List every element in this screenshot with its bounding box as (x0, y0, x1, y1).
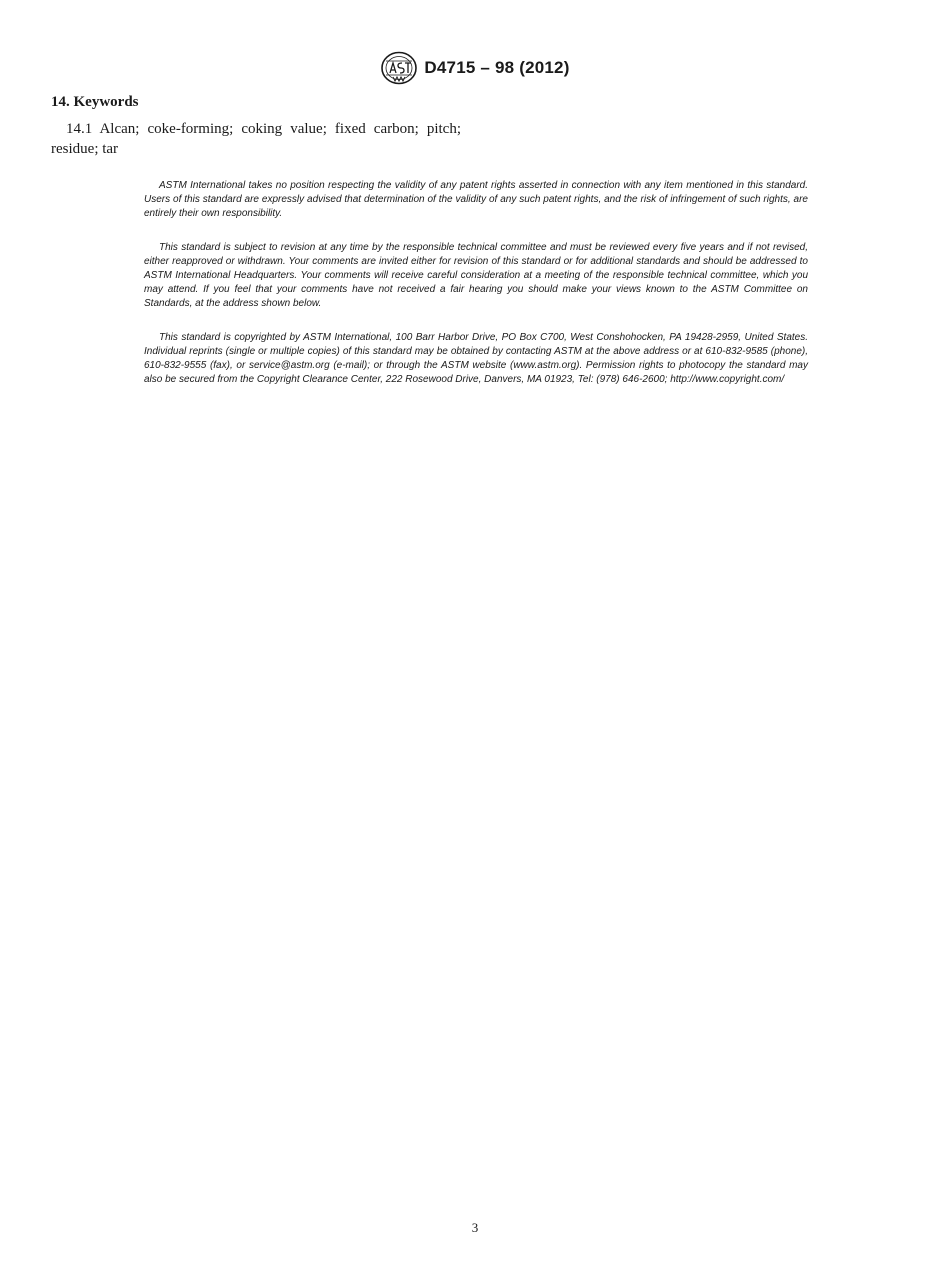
section-heading: 14. Keywords (51, 94, 139, 110)
page-number: 3 (471, 1220, 479, 1235)
legal-notices (144, 179, 808, 387)
patent-notice: ASTM International takes no position respecting the validity of any patent rights asserted in connection with any item mentioned in this standard. Users of this standard are expressly advised that determination of the validity of any such patent rights, and the risk of infringement of such rights, are entirely their own responsibility. (144, 180, 808, 219)
header-inner (380, 51, 569, 85)
copyright-notice: This standard is copyrighted by ASTM International, 100 Barr Harbor Drive, PO Box C700, West Conshohocken, PA 19428-2959, United States. Individual reprints (single or multiple copies) of this standard may be obtained by contacting ASTM at the above address or at 610-832-9585 (phone), 610-832-9555 (fax), or service@astm.org (e-mail); or through the ASTM website (www.astm.org). Permission rights to photocopy the standard may also be secured from the Copyright Clearance Center, 222 Rosewood Drive, Danvers, MA 01923, Tel: (978) 646-2600; http://www.copyright.com/ (144, 332, 808, 385)
astm-logo-icon (380, 51, 418, 85)
page-header (0, 50, 950, 86)
keywords-paragraph: 14.1 Alcan; coke-forming; coking value; fixed carbon; pitch; residue; tar (51, 121, 461, 157)
standard-designation: D4715 – 98 (2012) (424, 58, 570, 77)
revision-notice: This standard is subject to revision at any time by the responsible technical committee and must be reviewed every five years and if not revised, either reapproved or withdrawn. Your comments are invited either for revision of this standard or for additional standards and should be addressed to ASTM International Headquarters. Your comments will receive careful consideration at a meeting of the responsible technical committee, which you may attend. If you feel that your comments have not received a fair hearing you should make your views known to the ASTM Committee on Standards, at the address shown below. (144, 242, 808, 309)
